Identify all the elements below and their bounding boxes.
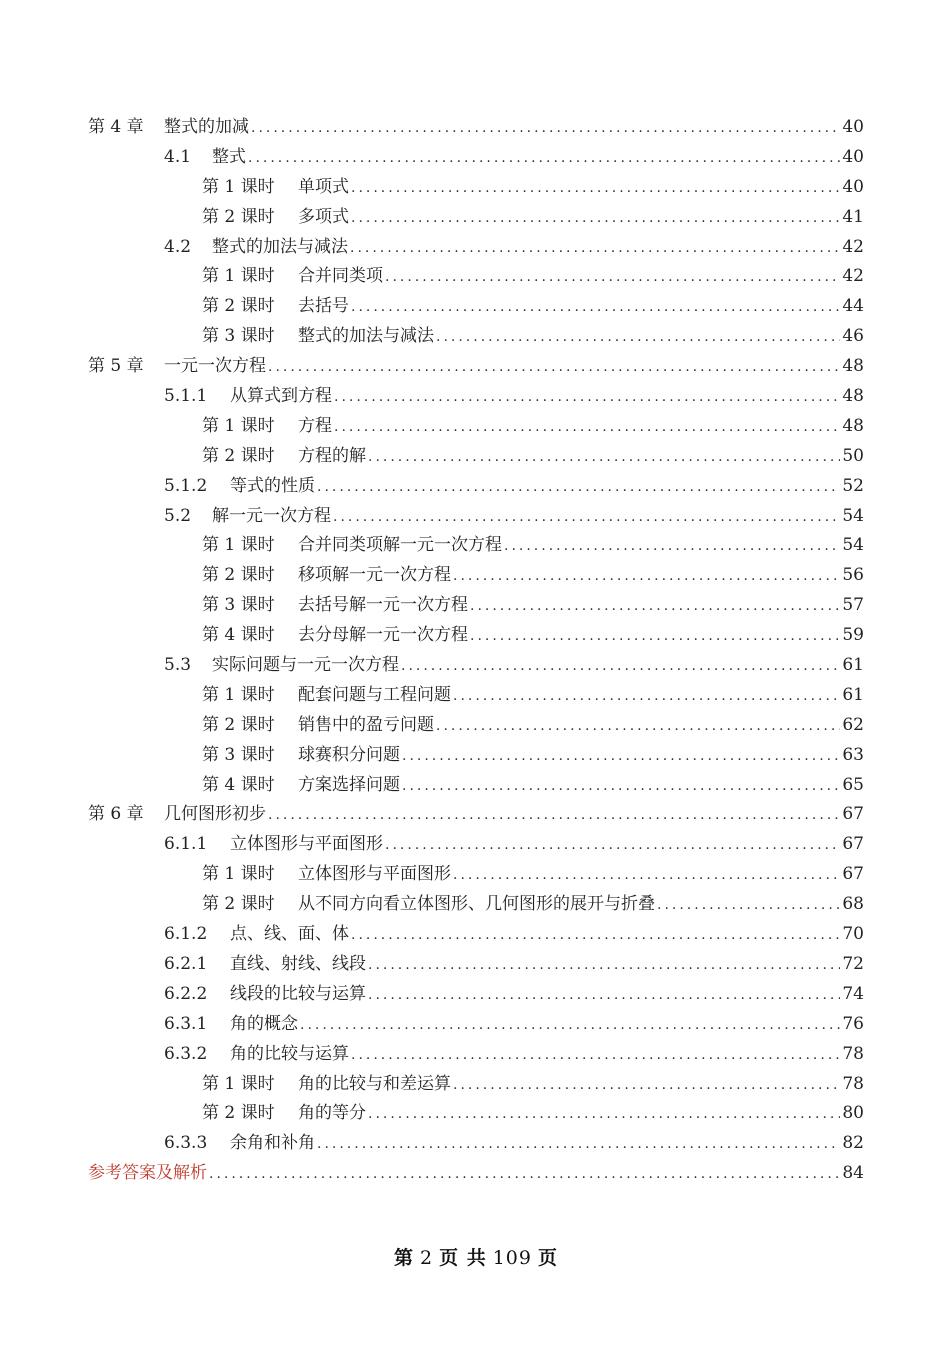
toc-entry-number: 5.1.1 [164,386,208,407]
footer-suffix: 页 [537,1247,558,1269]
toc-entry-level-3[interactable] [88,561,864,591]
toc-entry-number: 第 5 章 [88,356,144,377]
toc-entry-level-2[interactable] [88,950,864,980]
toc-entry-title: 立体图形与平面图形 [230,834,383,855]
toc-entry-level-1[interactable] [88,800,864,830]
toc-entry-page-number: 40 [842,117,864,137]
toc-entry-level-2[interactable] [88,651,864,681]
toc-entry-page-number: 67 [842,864,864,885]
toc-entry-page-number: 54 [842,535,864,556]
toc-entry-title: 从算式到方程 [230,386,332,407]
footer-prefix: 第 [393,1247,414,1269]
toc-entry-number: 4.1 [164,146,192,167]
toc-entry-title: 直线、射线、线段 [230,953,366,974]
toc-entry-title: 一元一次方程 [164,356,266,377]
toc-entry-page-number: 84 [842,1163,864,1184]
toc-entry-number: 6.1.2 [164,924,208,945]
toc-entry-level-2[interactable] [88,382,864,412]
toc-entry-page-number: 48 [842,386,864,407]
toc-entry-title: 整式的加法与减法 [298,326,434,347]
toc-entry-level-3[interactable] [88,681,864,711]
toc-entry-page-number: 76 [842,1013,864,1034]
toc-entry-number: 第 1 课时 [202,535,275,556]
toc-dot-leader [334,413,840,443]
toc-entry-page-number: 68 [842,894,864,915]
toc-entry-page-number: 67 [842,804,864,825]
toc-entry-number: 6.3.2 [164,1043,208,1064]
toc-entry-number: 第 2 课时 [202,206,275,227]
toc-entry-page-number: 62 [842,714,864,735]
toc-entry-title: 参考答案及解析 [88,1163,207,1184]
toc-entry-number: 6.3.3 [164,1133,208,1154]
toc-entry-title: 等式的性质 [230,475,315,496]
toc-entry-number: 第 1 课时 [202,1073,275,1094]
toc-dot-leader [504,532,840,562]
toc-dot-leader [268,801,840,831]
toc-entry-page-number: 67 [842,834,864,855]
toc-entry-title: 去括号 [298,296,349,317]
toc-dot-leader [351,174,840,204]
toc-entry-number: 第 3 课时 [202,744,275,765]
toc-entry-number: 第 1 课时 [202,864,275,885]
toc-entry-page-number: 44 [842,296,864,317]
toc-entry-page-number: 72 [842,953,864,974]
toc-dot-leader [470,592,840,622]
toc-entry-number: 第 1 课时 [202,415,275,436]
toc-entry-level-3[interactable] [88,621,864,651]
toc-entry-title: 合并同类项解一元一次方程 [298,535,502,556]
toc-entry-level-3[interactable] [88,591,864,621]
toc-entry-title: 角的比较与运算 [230,1043,349,1064]
toc-dot-leader [268,353,840,383]
table-of-contents [88,113,864,1189]
toc-entry-page-number: 40 [842,146,864,167]
toc-entry-page-number: 56 [842,565,864,586]
toc-dot-leader [453,682,840,712]
toc-dot-leader [453,1071,840,1101]
toc-entry-answers[interactable] [88,1159,864,1189]
toc-entry-level-2[interactable] [88,1040,864,1070]
toc-entry-page-number: 42 [842,266,864,287]
toc-entry-level-3[interactable] [88,1070,864,1100]
toc-dot-leader [351,921,840,951]
toc-entry-page-number: 70 [842,924,864,945]
toc-entry-level-3[interactable] [88,711,864,741]
toc-entry-level-3[interactable] [88,173,864,203]
toc-dot-leader [317,473,840,503]
toc-entry-number: 第 1 课时 [202,266,275,287]
toc-entry-title: 角的比较与和差运算 [298,1073,451,1094]
toc-dot-leader [453,562,840,592]
toc-entry-number: 第 2 课时 [202,445,275,466]
toc-dot-leader [368,443,840,473]
toc-dot-leader [385,263,840,293]
toc-entry-page-number: 54 [842,505,864,526]
toc-dot-leader [350,234,840,264]
toc-entry-number: 第 2 课时 [202,565,275,586]
toc-entry-level-3[interactable] [88,771,864,801]
toc-dot-leader [209,1160,840,1190]
toc-dot-leader [334,383,840,413]
toc-dot-leader [333,503,840,533]
toc-entry-title: 去括号解一元一次方程 [298,595,468,616]
toc-entry-level-3[interactable] [88,531,864,561]
toc-entry-number: 第 4 课时 [202,774,275,795]
footer-current-page: 2 [420,1247,434,1269]
toc-entry-number: 第 2 课时 [202,714,275,735]
toc-entry-title: 角的等分 [298,1103,366,1124]
toc-entry-number: 5.1.2 [164,475,208,496]
toc-entry-level-1[interactable] [88,113,864,143]
toc-entry-title: 方程的解 [298,445,366,466]
toc-entry-level-2[interactable] [88,502,864,532]
toc-entry-title: 单项式 [298,176,349,197]
toc-entry-level-2[interactable] [88,143,864,173]
toc-entry-level-3[interactable] [88,442,864,472]
toc-entry-level-3[interactable] [88,203,864,233]
toc-dot-leader [351,293,840,323]
toc-entry-number: 5.2 [164,505,192,526]
toc-entry-number: 第 3 课时 [202,326,275,347]
toc-entry-level-2[interactable] [88,1129,864,1159]
toc-dot-leader [351,1041,840,1071]
toc-entry-level-2[interactable] [88,980,864,1010]
toc-entry-page-number: 61 [842,684,864,705]
toc-entry-number: 第 1 课时 [202,684,275,705]
toc-dot-leader [251,114,840,144]
toc-entry-level-3[interactable] [88,860,864,890]
toc-entry-page-number: 52 [842,475,864,496]
toc-entry-number: 第 2 课时 [202,296,275,317]
toc-entry-page-number: 82 [842,1133,864,1154]
toc-entry-number: 第 4 章 [88,117,144,137]
toc-entry-level-2[interactable] [88,472,864,502]
toc-entry-level-3[interactable] [88,1099,864,1129]
toc-dot-leader [470,622,840,652]
toc-entry-level-1[interactable] [88,352,864,382]
toc-dot-leader [368,1100,840,1130]
toc-entry-page-number: 74 [842,983,864,1004]
toc-dot-leader [436,712,840,742]
toc-dot-leader [248,144,840,174]
page-footer [0,1243,952,1270]
toc-entry-page-number: 57 [842,595,864,616]
toc-dot-leader [401,652,840,682]
toc-entry-level-3[interactable] [88,292,864,322]
toc-entry-page-number: 63 [842,744,864,765]
toc-entry-level-2[interactable] [88,1010,864,1040]
toc-entry-number: 6.2.2 [164,983,208,1004]
toc-entry-number: 6.1.1 [164,834,208,855]
toc-entry-number: 第 2 课时 [202,894,275,915]
toc-entry-title: 立体图形与平面图形 [298,864,451,885]
toc-entry-page-number: 65 [842,774,864,795]
toc-dot-leader [368,981,840,1011]
toc-entry-level-2[interactable] [88,830,864,860]
toc-entry-number: 6.2.1 [164,953,208,974]
toc-entry-page-number: 46 [842,326,864,347]
toc-entry-number: 第 3 课时 [202,595,275,616]
toc-entry-level-3[interactable] [88,741,864,771]
toc-entry-page-number: 50 [842,445,864,466]
toc-entry-page-number: 48 [842,356,864,377]
toc-entry-title: 从不同方向看立体图形、几何图形的展开与折叠 [298,894,655,915]
toc-entry-title: 方程 [298,415,332,436]
toc-entry-title: 整式 [212,146,246,167]
toc-entry-title: 球赛积分问题 [298,744,400,765]
toc-entry-level-3[interactable] [88,412,864,442]
toc-entry-number: 第 4 课时 [202,625,275,646]
toc-entry-level-3[interactable] [88,890,864,920]
toc-entry-page-number: 78 [842,1043,864,1064]
toc-entry-title: 移项解一元一次方程 [298,565,451,586]
toc-entry-title: 角的概念 [230,1013,298,1034]
toc-dot-leader [351,204,840,234]
toc-entry-page-number: 80 [842,1103,864,1124]
toc-entry-page-number: 41 [842,206,864,227]
toc-entry-title: 配套问题与工程问题 [298,684,451,705]
toc-entry-page-number: 61 [842,655,864,676]
toc-entry-page-number: 59 [842,625,864,646]
toc-entry-title: 点、线、面、体 [230,924,349,945]
toc-dot-leader [402,742,840,772]
toc-dot-leader [300,1011,840,1041]
toc-dot-leader [317,1130,840,1160]
toc-dot-leader [385,831,840,861]
toc-entry-level-2[interactable] [88,920,864,950]
toc-entry-title: 解一元一次方程 [212,505,331,526]
toc-entry-title: 方案选择问题 [298,774,400,795]
toc-entry-title: 销售中的盈亏问题 [298,714,434,735]
toc-entry-title: 去分母解一元一次方程 [298,625,468,646]
toc-entry-title: 余角和补角 [230,1133,315,1154]
toc-entry-level-3[interactable] [88,322,864,352]
toc-entry-title: 合并同类项 [298,266,383,287]
toc-entry-level-3[interactable] [88,262,864,292]
toc-entry-page-number: 42 [842,236,864,257]
toc-entry-page-number: 40 [842,176,864,197]
toc-entry-title: 整式的加法与减法 [212,236,348,257]
toc-dot-leader [368,951,840,981]
toc-dot-leader [402,772,840,802]
toc-entry-number: 4.2 [164,236,192,257]
toc-entry-title: 整式的加减 [164,117,249,137]
toc-dot-leader [453,861,840,891]
toc-entry-number: 第 1 课时 [202,176,275,197]
toc-entry-number: 5.3 [164,655,192,676]
toc-entry-page-number: 78 [842,1073,864,1094]
toc-dot-leader [436,323,840,353]
toc-entry-title: 实际问题与一元一次方程 [212,655,399,676]
toc-entry-title: 线段的比较与运算 [230,983,366,1004]
toc-entry-page-number: 48 [842,415,864,436]
toc-entry-number: 第 6 章 [88,804,144,825]
footer-total-pages: 109 [492,1247,532,1269]
toc-entry-number: 6.3.1 [164,1013,208,1034]
footer-middle: 页 共 [439,1247,487,1269]
toc-entry-number: 第 2 课时 [202,1103,275,1124]
toc-entry-title: 几何图形初步 [164,804,266,825]
toc-entry-level-2[interactable] [88,233,864,263]
toc-dot-leader [657,891,840,921]
toc-entry-title: 多项式 [298,206,349,227]
